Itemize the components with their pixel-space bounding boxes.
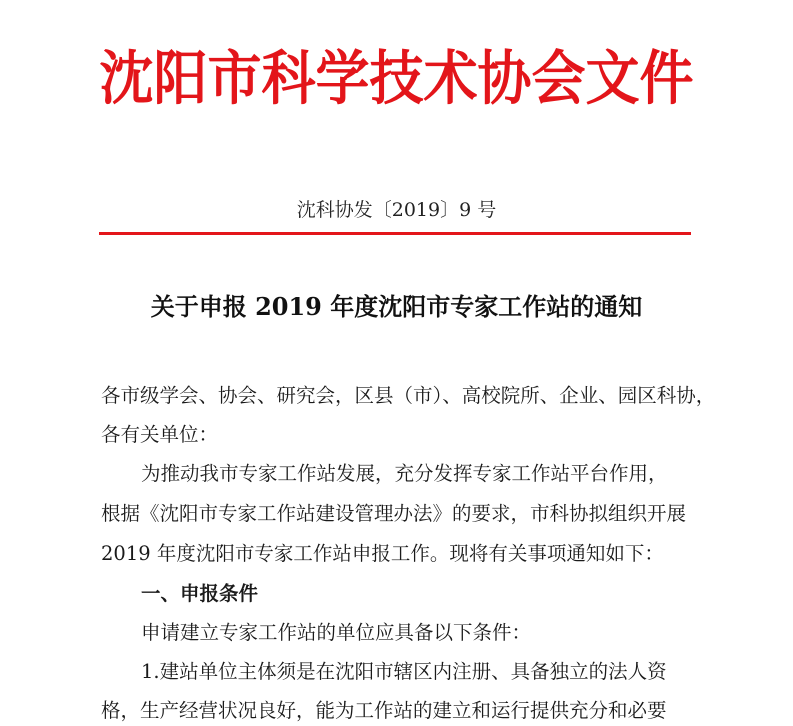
- red-divider-rule: [99, 232, 691, 235]
- item-1-line-2: 格，生产经营状况良好，能为工作站的建立和运行提供充分和必要: [101, 699, 667, 722]
- paragraph-1-line-1: 为推动我市专家工作站发展，充分发挥专家工作站平台作用，: [141, 462, 668, 485]
- item-1-line-1: 1.建站单位主体须是在沈阳市辖区内注册、具备独立的法人资: [141, 660, 667, 683]
- notice-title: 关于申报 2019 年度沈阳市专家工作站的通知: [150, 292, 643, 321]
- addressee-line-2: 各有关单位：: [101, 423, 219, 446]
- addressee-line-1: 各市级学会、协会、研究会，区县（市）、高校院所、企业、园区科协，: [101, 384, 716, 407]
- paragraph-1-line-2: 根据《沈阳市专家工作站建设管理办法》的要求，市科协拟组织开展: [101, 502, 687, 525]
- section-1-heading: 一、申报条件: [141, 582, 259, 605]
- section-1-intro: 申请建立专家工作站的单位应具备以下条件：: [141, 621, 532, 644]
- paragraph-1-line-3: 2019 年度沈阳市专家工作站申报工作。现将有关事项通知如下：: [101, 542, 664, 565]
- issuer-header: 沈阳市科学技术协会文件: [99, 44, 694, 113]
- document-number: 沈科协发〔2019〕9 号: [296, 199, 497, 221]
